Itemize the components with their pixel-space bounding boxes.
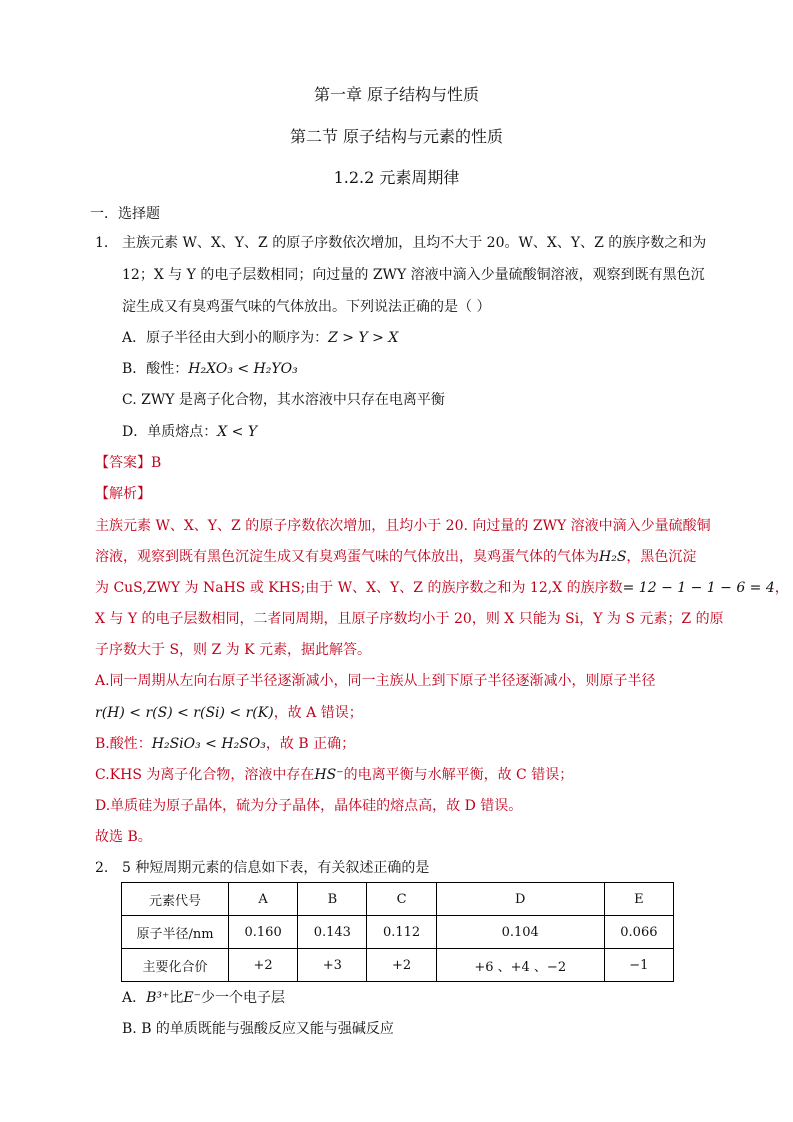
table-cell: 主要化合价	[122, 949, 229, 982]
q1-option-b: B．酸性：H₂XO₃ < H₂YO₃	[122, 361, 298, 377]
table-cell: −1	[604, 949, 673, 982]
table-row	[122, 916, 674, 949]
q2-number: 2.	[95, 860, 109, 876]
table-cell: +2	[367, 949, 436, 982]
q1-analysis-line-2: 溶液，观察到既有黑色沉淀生成又有臭鸡蛋气味的气体放出，臭鸡蛋气体的气体为H₂S，黑色沉淀	[95, 549, 697, 565]
q1-stem-line-3: 淀生成又有臭鸡蛋气味的气体放出。下列说法正确的是（ ）	[122, 299, 491, 315]
q1-analysis-line-6: A.同一周期从左向右原子半径逐渐减小，同一主族从上到下原子半径逐渐减小，则原子半径	[95, 673, 656, 689]
q1-analysis-line-11: 故选 B。	[95, 829, 152, 845]
q1-analysis-line-1: 主族元素 W、X、Y、Z 的原子序数依次增加，且均小于 20. 向过量的 ZWY 溶液中滴入少量硫酸铜	[95, 518, 711, 534]
q1-analysis-line-5: 子序数大于 S，则 Z 为 K 元素，据此解答。	[95, 642, 372, 658]
table-cell: 0.160	[229, 916, 298, 949]
table-cell: 0.112	[367, 916, 436, 949]
q1-analysis-line-9: C.KHS 为离子化合物，溶液中存在HS⁻的电离平衡与水解平衡，故 C 错误；	[95, 767, 574, 783]
q1-analysis-label: 【解析】	[95, 486, 151, 502]
table-cell: 0.104	[436, 916, 604, 949]
chapter-title: 第一章 原子结构与性质	[313, 85, 480, 104]
table-row	[122, 883, 674, 916]
q1-option-c: C. ZWY 是离子化合物，其水溶液中只存在电离平衡	[122, 392, 445, 408]
table-cell: +6 、+4 、−2	[436, 949, 604, 982]
q2-option-a: A．B³⁺比E⁻少一个电子层	[122, 990, 286, 1006]
q1-option-a: A．原子半径由大到小的顺序为：Z > Y > X	[122, 330, 399, 346]
table-cell: 元素代号	[122, 883, 229, 916]
section-title: 第二节 原子结构与元素的性质	[289, 127, 504, 146]
q2-option-b: B. B 的单质既能与强酸反应又能与强碱反应	[122, 1021, 394, 1037]
q1-analysis-line-4: X 与 Y 的电子层数相同，二者同周期，且原子序数均小于 20，则 X 只能为 Si，Y 为 S 元素；Z 的原	[95, 611, 724, 627]
topic-title: 1.2.2 元素周期律	[333, 168, 460, 187]
table-cell: C	[367, 883, 436, 916]
q2-stem: 5 种短周期元素的信息如下表，有关叙述正确的是	[122, 860, 430, 876]
q1-stem-line-1: 主族元素 W、X、Y、Z 的原子序数依次增加，且均不大于 20。W、X、Y、Z 的族序数之和为	[122, 235, 707, 251]
q1-option-d: D．单质熔点：X < Y	[122, 424, 258, 440]
q1-answer: 【答案】B	[95, 455, 162, 471]
table-cell: +3	[298, 949, 367, 982]
table-cell: D	[436, 883, 604, 916]
q1-analysis-line-3: 为 CuS,ZWY 为 NaHS 或 KHS;由于 W、X、Y、Z 的族序数之和为 12,X 的族序数= 12 − 1 − 1 − 6 = 4，	[95, 580, 789, 596]
table-cell: +2	[229, 949, 298, 982]
q1-analysis-line-10: D.单质硅为原子晶体，硫为分子晶体，晶体硅的熔点高，故 D 错误。	[95, 798, 523, 814]
table-cell: 0.066	[604, 916, 673, 949]
element-info-table	[121, 882, 674, 982]
q1-analysis-line-7: r(H) < r(S) < r(Si) < r(K)，故 A 错误；	[95, 705, 363, 721]
part-heading: 一．选择题	[90, 206, 160, 222]
table-cell: A	[229, 883, 298, 916]
q1-stem-line-2: 12；X 与 Y 的电子层数相同；向过量的 ZWY 溶液中滴入少量硫酸铜溶液，观察到既有黑色沉	[122, 267, 705, 283]
table-row	[122, 949, 674, 982]
table-cell: 0.143	[298, 916, 367, 949]
table-cell: B	[298, 883, 367, 916]
table-cell: 原子半径/nm	[122, 916, 229, 949]
q1-analysis-line-8: B.酸性：H₂SiO₃ < H₂SO₃，故 B 正确；	[95, 736, 356, 752]
q1-number: 1.	[95, 235, 109, 251]
table-cell: E	[604, 883, 673, 916]
